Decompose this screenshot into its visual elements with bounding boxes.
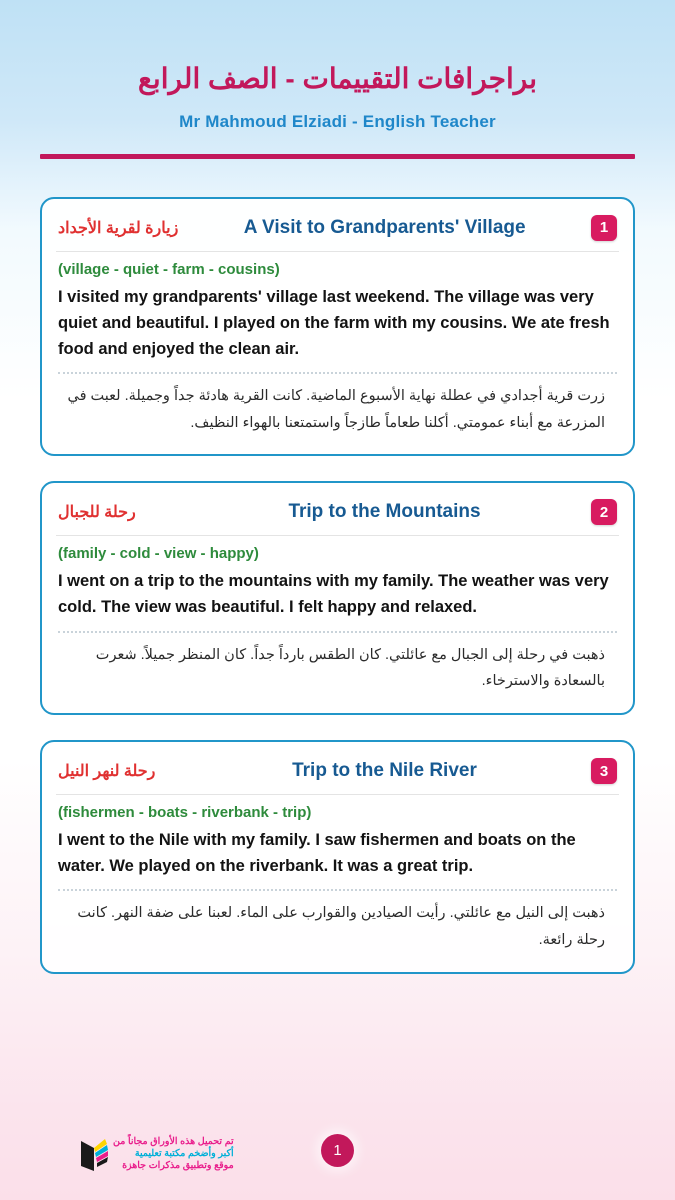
watermark-line-3: موقع وتطبيق مذكرات جاهزة [122,1159,234,1171]
card-number-badge: 1 [591,215,617,241]
paragraph-card[interactable] [40,197,635,457]
card-header [56,752,619,795]
watermark-line-1: تم تحميل هذه الأوراق مجاناً من [113,1136,234,1148]
page-title: براجرافات التقييمات - الصف الرابع [138,63,537,94]
card-title-english: Trip to the Nile River [292,760,477,782]
card-paragraph-english: I visited my grandparents' village last weekend. The village was very quiet and beautiful. I played on the farm with my cousins. We ate fresh food and enjoyed the clean air. [58,287,610,358]
paragraph-card-list [40,159,635,974]
page-footer [0,1128,675,1200]
card-paragraph-arabic: زرت قرية أجدادي في عطلة نهاية الأسبوع الماضية. كانت القرية هادئة جداً وجميلة. لعبت في المزرعة مع أبناء عمومتي. أكلنا طعاماً طازجاً واستمتعنا بالهواء النظيف. [67,387,605,431]
card-header [56,209,619,252]
card-title-english: Trip to the Mountains [288,501,481,523]
card-paragraph-arabic: ذهبت إلى النيل مع عائلتي. رأيت الصيادين والقوارب على الماء. لعبنا على ضفة النهر. كانت رحلة رائعة. [77,905,605,949]
card-paragraph-english: I went to the Nile with my family. I saw fishermen and boats on the water. We played on the riverbank. It was a great trip. [58,831,576,876]
paragraph-card[interactable] [40,740,635,974]
card-title-arabic: زيارة لقرية الأجداد [58,219,179,237]
watermark-text [113,1136,234,1172]
site-watermark[interactable] [78,1136,234,1172]
card-title-english: A Visit to Grandparents' Village [243,216,526,238]
card-paragraph-english: I went on a trip to the mountains with my family. The weather was very cold. The view was beautiful. I felt happy and relaxed. [58,572,609,617]
card-title-arabic: رحلة لنهر النيل [58,763,156,781]
page-header [0,0,675,159]
page-number: 1 [321,1134,354,1167]
open-book-logo-icon [78,1136,108,1172]
card-number-badge: 2 [591,499,617,525]
card-keywords: (family - cold - view - happy) [58,545,259,563]
card-keywords: (village - quiet - farm - cousins) [58,260,280,278]
page-subtitle: Mr Mahmoud Elziadi - English Teacher [179,111,496,131]
card-keywords: (fishermen - boats - riverbank - trip) [58,804,312,822]
card-number-badge: 3 [591,758,617,784]
paragraph-card[interactable] [40,481,635,715]
card-title-arabic: رحلة للجبال [58,504,136,522]
card-paragraph-arabic: ذهبت في رحلة إلى الجبال مع عائلتي. كان الطقس بارداً جداً. كان المنظر جميلاً. شعرت بالسعادة والاسترخاء. [95,646,605,690]
card-header [56,493,619,536]
watermark-line-2: أكبر وأضخم مكتبة تعليمية [134,1148,234,1160]
